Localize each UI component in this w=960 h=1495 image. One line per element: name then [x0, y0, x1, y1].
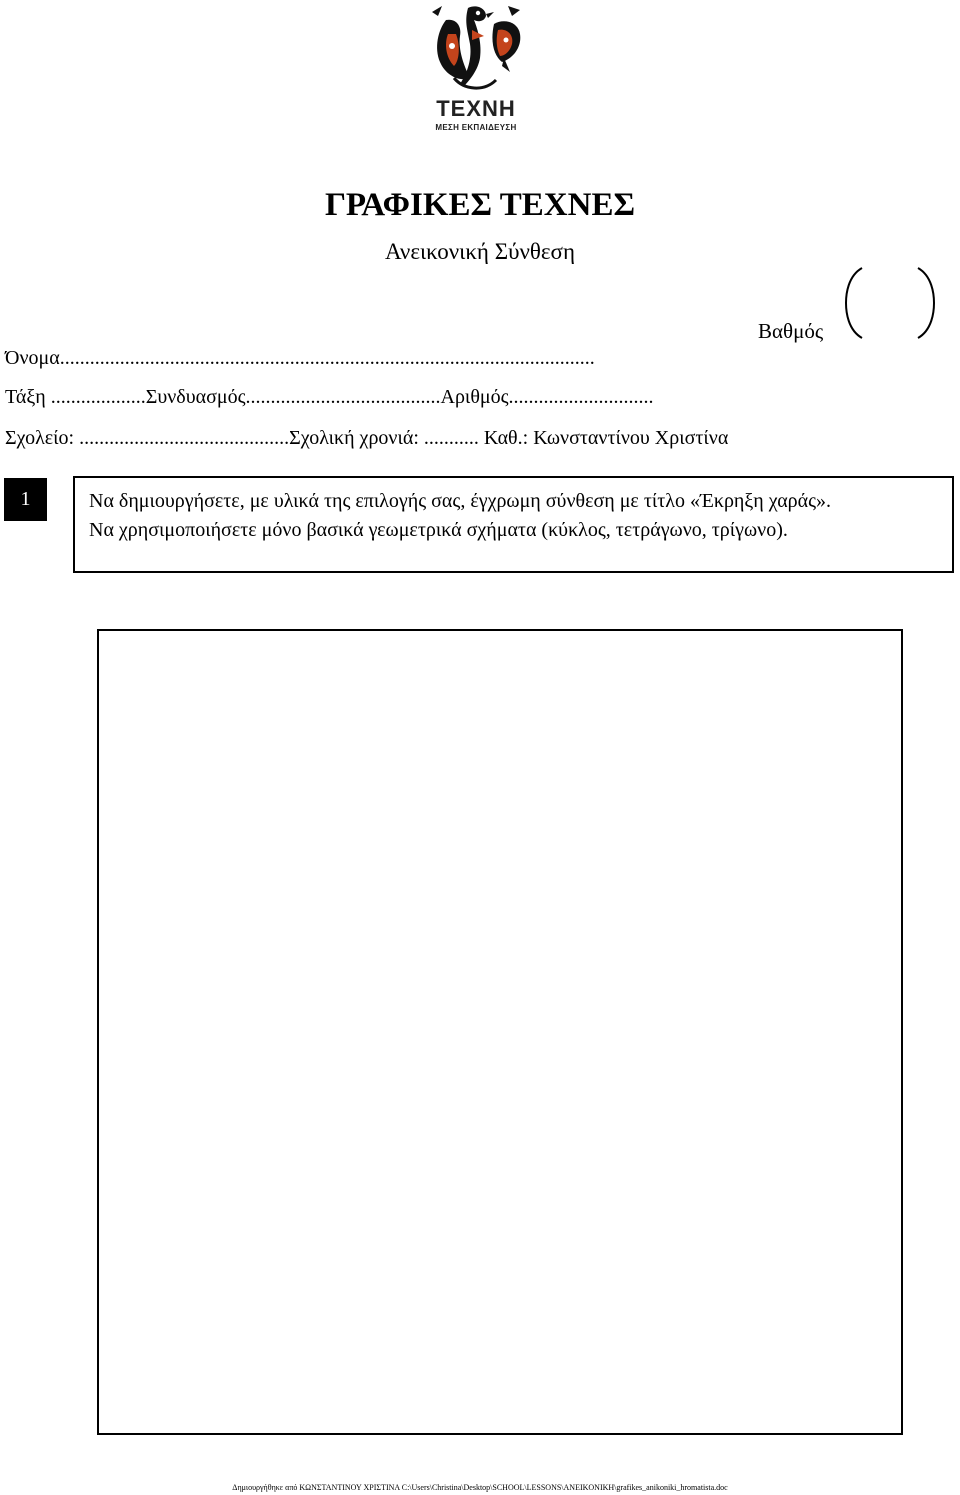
grade-label: Βαθμός	[758, 319, 824, 343]
task-box	[73, 476, 954, 573]
question-number: 1	[4, 478, 47, 521]
task-line-1: Να δημιουργήσετε, με υλικά της επιλογής σας, έγχρωμη σύνθεση με τίτλο «Έκρηξη χαράς».	[89, 490, 832, 512]
logo	[424, 0, 528, 140]
school-field[interactable]: Σχολείο: ..........................................Σχολική χρονιά: ........... Καθ.: Κωνσταντίνου Χριστίνα	[5, 427, 729, 449]
logo-word: ΤΕΧΝΗ	[436, 96, 516, 121]
name-field[interactable]: Όνομα...........................................................................................................	[5, 347, 595, 369]
task-line-2: Να χρησιμοποιήσετε μόνο βασικά γεωμετρικά σχήματα (κύκλος, τετράγωνο, τρίγωνο).	[89, 519, 788, 541]
page-subtitle: Ανεικονική Σύνθεση	[385, 239, 575, 264]
drawing-area[interactable]	[97, 629, 903, 1435]
footer-path: Δημιουργήθηκε από ΚΩΝΣΤΑΝΤΙΝΟΥ ΧΡΙΣΤΙΝΑ C:\Users\Christina\Desktop\SCHOOL\LESSONS\ANEIKONIKH\grafikes_anikoniki_hromatista.doc	[232, 1483, 728, 1492]
class-field[interactable]: Τάξη ...................Συνδυασμός.......................................Αριθμός.............................	[5, 386, 654, 408]
logo-subtitle: ΜΕΣΗ ΕΚΠΑΙΔΕΥΣΗ	[435, 123, 517, 132]
logo-figure-icon	[424, 0, 528, 96]
grade-box	[842, 266, 938, 340]
page-title: ΓΡΑΦΙΚΕΣ ΤΕΧΝΕΣ	[324, 187, 636, 223]
